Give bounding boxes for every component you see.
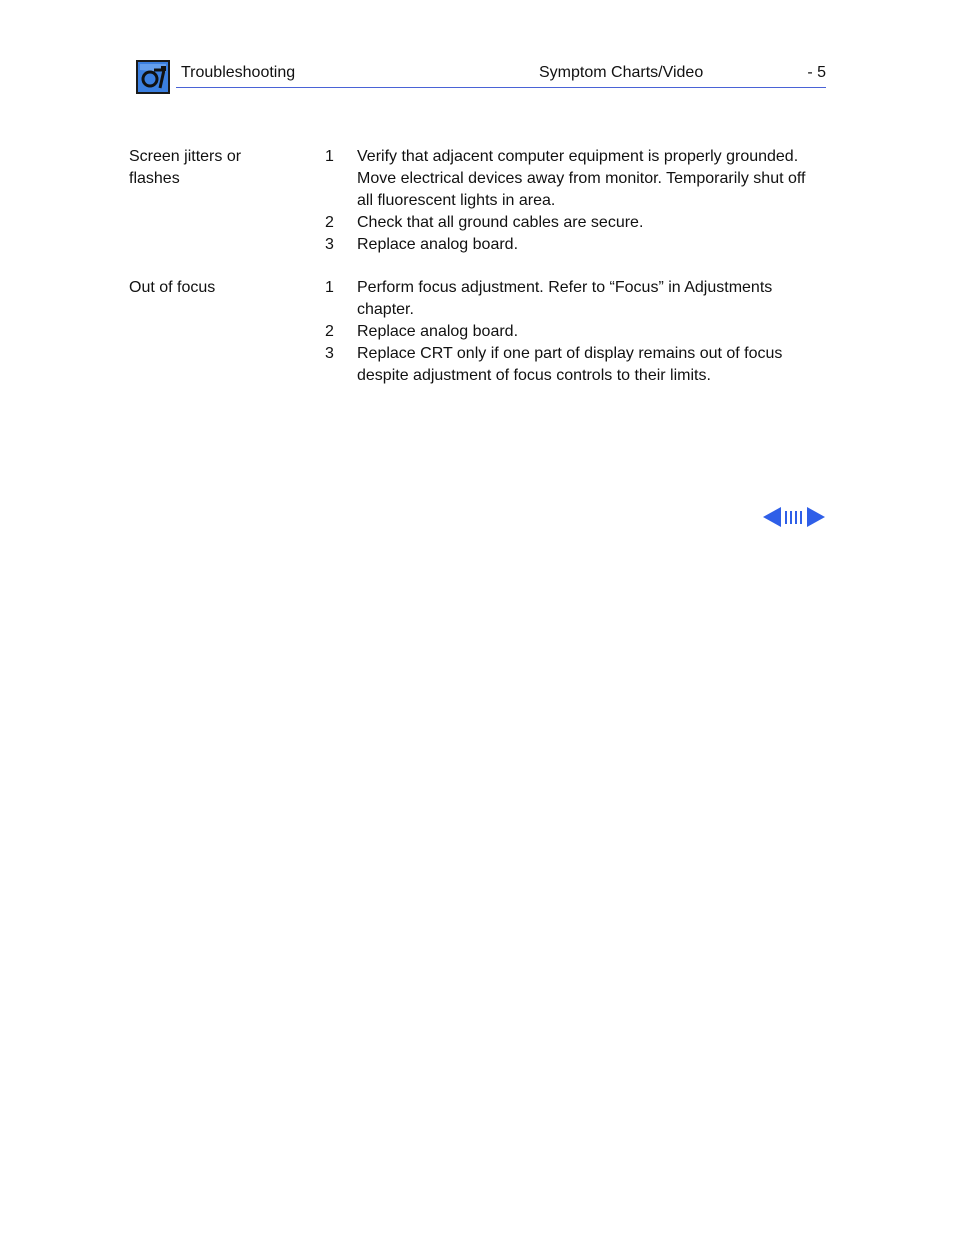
symptom-row [129, 277, 819, 387]
solution-step [325, 343, 819, 387]
solution-step [325, 234, 819, 256]
symptom-chart [129, 146, 819, 408]
step-number: 3 [325, 236, 334, 253]
next-page-arrow-icon[interactable] [807, 507, 825, 527]
page-header [134, 57, 826, 95]
step-text: Replace analog board. [357, 236, 519, 253]
step-number: 1 [325, 148, 334, 165]
step-text: Verify that adjacent computer equipment is properly grounded. Move electrical devices away from monitor. Temporarily shut off all fluorescent lights in area. [357, 148, 806, 209]
symptom-row [129, 146, 819, 256]
step-text: Perform focus adjustment. Refer to “Focus” in Adjustments chapter. [357, 279, 773, 318]
section-title: Troubleshooting [181, 64, 296, 81]
step-number: 3 [325, 345, 334, 362]
solution-step [325, 277, 819, 321]
page-navigation [763, 506, 825, 528]
symptom-label: Out of focus [129, 279, 216, 296]
page-number: - 5 [807, 64, 826, 81]
solution-step [325, 321, 819, 343]
chapter-title: Symptom Charts/Video [539, 64, 704, 81]
previous-page-arrow-icon[interactable] [763, 507, 781, 527]
apple-service-logo-icon [134, 58, 172, 96]
step-text: Replace analog board. [357, 323, 519, 340]
step-text: Check that all ground cables are secure. [357, 214, 644, 231]
step-number: 1 [325, 279, 334, 296]
step-number: 2 [325, 323, 334, 340]
solution-steps [325, 146, 819, 256]
solution-step [325, 212, 819, 234]
solution-steps [325, 277, 819, 387]
page-index-bars-icon[interactable] [785, 511, 802, 524]
solution-step [325, 146, 819, 212]
step-text: Replace CRT only if one part of display remains out of focus despite adjustment of focus controls to their limits. [357, 345, 783, 384]
header-divider [176, 87, 826, 88]
step-number: 2 [325, 214, 334, 231]
symptom-label: Screen jitters or flashes [129, 148, 242, 187]
